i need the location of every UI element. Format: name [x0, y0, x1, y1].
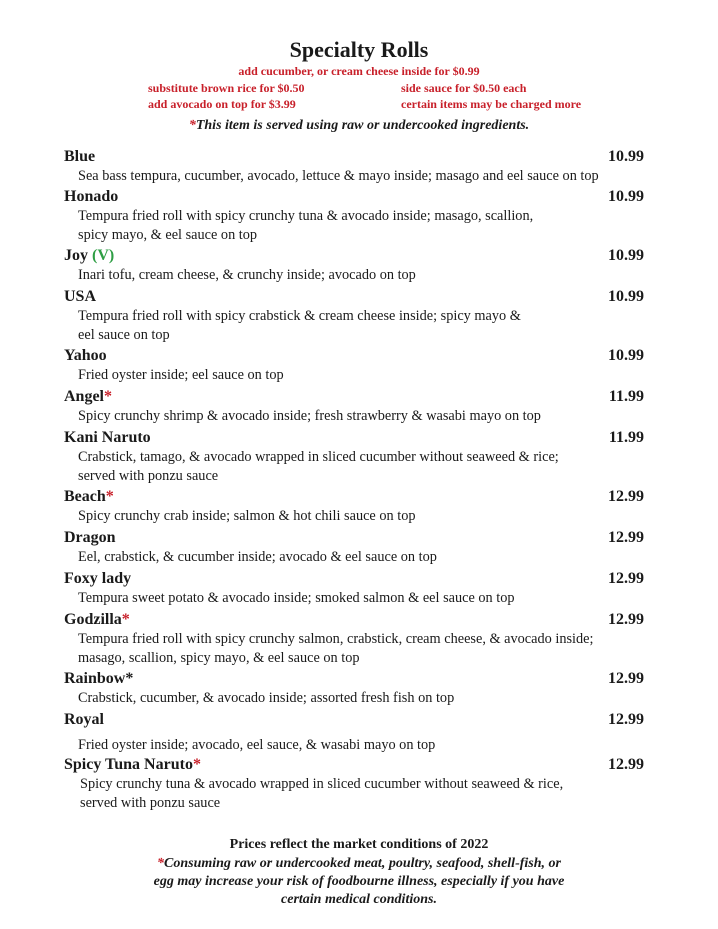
item-name: Godzilla: [64, 611, 122, 628]
item-name: Angel: [64, 388, 104, 405]
item-price: 10.99: [608, 247, 644, 264]
item-price: 10.99: [608, 347, 644, 364]
add-ons-note: add cucumber, or cream cheese inside for $0.99: [238, 64, 480, 78]
item-price: 11.99: [608, 388, 644, 405]
vegetarian-marker: (V): [92, 247, 115, 264]
item-price: 12.99: [608, 570, 644, 587]
item-name: Foxy lady: [64, 570, 132, 587]
item-name: Yahoo: [64, 347, 107, 364]
option-side-sauce: side sauce for $0.50 each: [401, 81, 527, 95]
item-name: Beach: [64, 488, 106, 505]
item-name: Kani Naruto: [64, 429, 151, 446]
item-price: 12.99: [608, 711, 644, 728]
item-price: 12.99: [608, 670, 644, 687]
item-name: Royal: [64, 711, 104, 728]
menu-item: [64, 287, 644, 345]
option-avocado-top: add avocado on top for $3.99: [148, 97, 296, 111]
item-description: Spicy crunchy tuna & avocado wrapped in sliced cucumber without seaweed & rice, served with ponzu sauce: [80, 776, 564, 811]
menu-item: [64, 147, 644, 186]
item-description: Eel, crabstick, & cucumber inside; avocado & eel sauce on top: [78, 549, 437, 565]
option-brown-rice: substitute brown rice for $0.50: [148, 81, 305, 95]
item-price: 12.99: [608, 756, 644, 773]
item-name: Spicy Tuna Naruto: [64, 756, 193, 773]
item-description: Sea bass tempura, cucumber, avocado, lettuce & mayo inside; masago and eel sauce on top: [78, 168, 599, 184]
item-description: Crabstick, cucumber, & avocado inside; assorted fresh fish on top: [78, 690, 455, 706]
item-price: 12.99: [608, 529, 644, 546]
item-description: Fried oyster inside; avocado, eel sauce, & wasabi mayo on top: [78, 737, 436, 753]
item-description: Crabstick, tamago, & avocado wrapped in sliced cucumber without seaweed & rice; served with ponzu sauce: [78, 449, 559, 484]
prices-note: Prices reflect the market conditions of 2022: [229, 837, 489, 852]
consumption-warning-text: Consuming raw or undercooked meat, poultry, seafood, shell-fish, or egg may increase your risk of foodbourne illness, especially if you have certain medical conditions.: [153, 856, 565, 907]
raw-marker: *: [192, 756, 201, 773]
item-description: Fried oyster inside; eel sauce on top: [78, 367, 284, 383]
asterisk-marker: *: [188, 118, 196, 133]
item-description: Tempura fried roll with spicy crunchy salmon, crabstick, cream cheese, & avocado inside; masago, scallion, spicy mayo, & eel sauce on top: [78, 631, 594, 666]
menu-item: [64, 487, 644, 526]
item-name: USA: [64, 288, 97, 305]
item-description: Inari tofu, cream cheese, & crunchy inside; avocado on top: [78, 267, 416, 283]
item-price: 12.99: [608, 488, 644, 505]
item-description: Tempura fried roll with spicy crunchy tuna & avocado inside; masago, scallion, spicy mayo, & eel sauce on top: [78, 208, 534, 243]
menu-item: [64, 428, 644, 486]
item-name: Dragon: [64, 529, 116, 546]
menu-item: [64, 755, 644, 813]
raw-warning-text: This item is served using raw or undercooked ingredients.: [195, 118, 530, 133]
item-description: Tempura sweet potato & avocado inside; smoked salmon & eel sauce on top: [78, 590, 515, 606]
page-title: Specialty Rolls: [289, 37, 429, 62]
raw-marker: *: [121, 611, 130, 628]
item-price: 11.99: [608, 429, 644, 446]
item-description: Spicy crunchy shrimp & avocado inside; fresh strawberry & wasabi mayo on top: [78, 408, 541, 424]
menu-item: [64, 246, 644, 285]
item-name: Blue: [64, 148, 96, 165]
item-price: 10.99: [608, 288, 644, 305]
menu-item: [64, 569, 644, 608]
menu-item: [64, 710, 644, 755]
item-description: Tempura fried roll with spicy crabstick & cream cheese inside; spicy mayo & eel sauce on top: [78, 308, 521, 343]
menu-item: [64, 346, 644, 385]
item-name: Honado: [64, 188, 119, 205]
raw-marker: *: [105, 488, 114, 505]
menu-item: [64, 187, 644, 245]
asterisk-marker: *: [157, 856, 164, 871]
menu-item: [64, 387, 644, 426]
item-price: 10.99: [608, 148, 644, 165]
item-price: 12.99: [608, 611, 644, 628]
item-description: Spicy crunchy crab inside; salmon & hot chili sauce on top: [78, 508, 416, 524]
menu-item: [64, 528, 644, 567]
item-price: 10.99: [608, 188, 644, 205]
consumption-warning: [150, 855, 568, 909]
raw-marker: *: [104, 388, 112, 405]
menu-item: [64, 610, 644, 668]
raw-warning: [0, 118, 718, 134]
option-extra-charge: certain items may be charged more: [401, 97, 582, 111]
item-name: Joy: [64, 247, 88, 264]
menu-item: [64, 669, 644, 708]
item-name: Rainbow*: [64, 670, 134, 687]
